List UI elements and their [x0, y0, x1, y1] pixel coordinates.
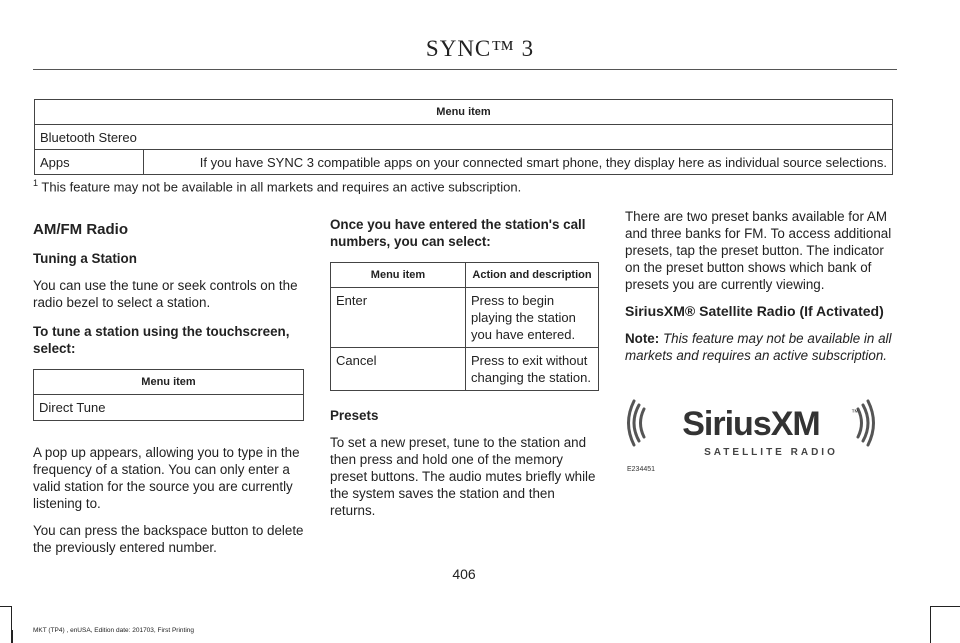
paragraph: There are two preset banks available for AM and three banks for FM. To access additional presets, tap the preset button. The indicator on the preset button shows which bank of presets you are currently viewing. — [625, 209, 892, 292]
paragraph: You can use the tune or seek controls on the radio bezel to select a station. — [33, 278, 298, 310]
table-header-cell: Action and description — [466, 263, 599, 288]
page-number: 406 — [452, 566, 476, 582]
table-header-cell: Menu item — [35, 100, 893, 125]
menu-table-direct-tune — [33, 369, 304, 421]
section-heading: SiriusXM® Satellite Radio (If Activated) — [625, 303, 884, 319]
subsection-heading: Presets — [330, 408, 379, 423]
lead-text: Once you have entered the station's call numbers, you can select: — [330, 217, 586, 249]
note — [625, 330, 897, 364]
column-3 — [625, 208, 897, 364]
footnote-text: This feature may not be available in all markets and requires an active subscription. — [41, 179, 522, 195]
column-2 — [330, 216, 600, 519]
siriusxm-logo-graphic — [625, 395, 887, 463]
table-row — [331, 348, 599, 391]
table-cell: Press to begin playing the station you have entered. — [466, 288, 599, 348]
table-row — [331, 288, 599, 348]
table-cell: Apps — [35, 150, 144, 175]
paragraph: To set a new preset, tune to the station and then press and hold one of the memory preset buttons. The audio mutes briefly while the system saves the station and then returns. — [330, 435, 596, 518]
table-cell: Press to exit without changing the station. — [466, 348, 599, 391]
column-1 — [33, 221, 305, 556]
table-row — [35, 150, 893, 175]
image-code: E234451 — [627, 466, 656, 473]
crop-mark — [930, 606, 931, 643]
table-header-cell: Menu item — [331, 263, 466, 288]
crop-mark — [930, 606, 960, 607]
logo-wordmark: SiriusXM — [682, 405, 820, 443]
table-header-cell: Menu item — [34, 370, 304, 395]
table-header-row — [35, 100, 893, 125]
table-cell: If you have SYNC 3 compatible apps on your connected smart phone, they display here as individual source selections. — [144, 150, 893, 175]
logo-trademark: ™ — [851, 408, 859, 417]
page-header-title: SYNC™ 3 — [425, 36, 535, 61]
logo-tagline: SATELLITE RADIO — [704, 447, 838, 458]
table-cell: Direct Tune — [34, 395, 304, 421]
menu-table-call-numbers — [330, 262, 599, 391]
lead-text: To tune a station using the touchscreen, select: — [33, 324, 290, 356]
section-heading: AM/FM Radio — [33, 221, 128, 238]
note-text: This feature may not be available in all markets and requires an active subscription. — [625, 331, 892, 363]
footnote — [33, 178, 521, 194]
table-cell: Bluetooth Stereo — [35, 125, 893, 150]
crop-mark — [12, 630, 13, 643]
header-rule — [33, 69, 897, 70]
siriusxm-logo — [625, 395, 887, 463]
footer-edition: MKT (TP4) , enUSA, Edition date: 201703, First Printing — [33, 627, 195, 634]
table-cell: Enter — [331, 288, 466, 348]
table-row — [35, 125, 893, 150]
table-cell: Cancel — [331, 348, 466, 391]
crop-mark — [0, 606, 12, 607]
footnote-marker: 1 — [33, 178, 39, 188]
subsection-heading: Tuning a Station — [33, 251, 137, 266]
note-label: Note: — [625, 331, 660, 346]
paragraph: You can press the backspace button to delete the previously entered number. — [33, 523, 304, 555]
menu-table-top — [34, 99, 893, 175]
paragraph: A pop up appears, allowing you to type in the frequency of a station. You can only enter a valid station for the source you are currently listening to. — [33, 445, 300, 511]
